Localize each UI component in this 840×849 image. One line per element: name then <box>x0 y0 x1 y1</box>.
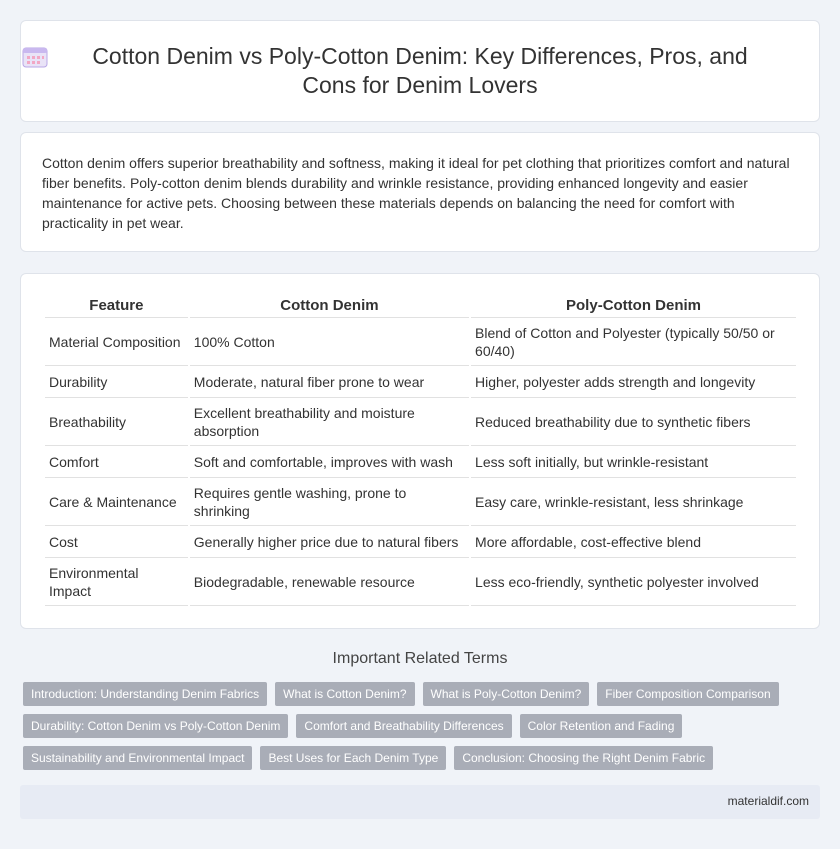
tag-link[interactable]: What is Cotton Denim? <box>275 682 414 706</box>
table-row <box>45 558 796 606</box>
tag-link[interactable]: Best Uses for Each Denim Type <box>260 746 446 770</box>
table-cell: Breathability <box>45 398 188 446</box>
comparison-table <box>43 294 798 606</box>
table-cell: 100% Cotton <box>190 318 469 366</box>
tag-link[interactable]: Comfort and Breathability Differences <box>296 714 511 738</box>
column-header-poly-cotton: Poly-Cotton Denim <box>471 294 796 318</box>
tag-link[interactable]: Sustainability and Environmental Impact <box>23 746 252 770</box>
tag-row <box>23 682 823 706</box>
table-cell: Excellent breathability and moisture absorption <box>190 398 469 446</box>
tag-link[interactable]: Durability: Cotton Denim vs Poly-Cotton Denim <box>23 714 288 738</box>
calendar-icon <box>22 46 48 68</box>
table-cell: Generally higher price due to natural fibers <box>190 526 469 558</box>
related-terms-title: Important Related Terms <box>332 650 508 667</box>
table-cell: Soft and comfortable, improves with wash <box>190 446 469 478</box>
table-cell: Environmental Impact <box>45 558 188 606</box>
table-cell: Material Composition <box>45 318 188 366</box>
tag-link[interactable]: Fiber Composition Comparison <box>597 682 778 706</box>
intro-text: Cotton denim offers superior breathability and softness, making it ideal for pet clothing that prioritizes comfort and natural fiber benefits. Poly-cotton denim blends durability and wrinkle resistance, providing enhanced longevity and easier maintenance for active pets. Choosing between these materials depends on balancing the need for comfort with practicality in pet wear. <box>42 155 790 231</box>
intro-card <box>20 132 820 252</box>
table-cell: Cost <box>45 526 188 558</box>
footer <box>20 785 820 819</box>
page-title-wrap <box>70 42 770 100</box>
table-cell: More affordable, cost-effective blend <box>471 526 796 558</box>
tag-link[interactable]: Introduction: Understanding Denim Fabrics <box>23 682 267 706</box>
tag-row <box>23 746 823 770</box>
table-cell: Less eco-friendly, synthetic polyester involved <box>471 558 796 606</box>
page-title: Cotton Denim vs Poly-Cotton Denim: Key Differences, Pros, and Cons for Denim Lovers <box>92 43 748 98</box>
table-cell: Easy care, wrinkle-resistant, less shrinkage <box>471 478 796 526</box>
comparison-table-card <box>20 273 820 629</box>
footer-site-name[interactable]: materialdif.com <box>727 794 809 808</box>
tag-link[interactable]: Color Retention and Fading <box>520 714 683 738</box>
table-cell: Moderate, natural fiber prone to wear <box>190 366 469 398</box>
table-cell: Blend of Cotton and Polyester (typically 50/50 or 60/40) <box>471 318 796 366</box>
table-cell: Comfort <box>45 446 188 478</box>
table-cell: Biodegradable, renewable resource <box>190 558 469 606</box>
tag-link[interactable]: Conclusion: Choosing the Right Denim Fabric <box>454 746 713 770</box>
table-header-row <box>45 294 796 318</box>
table-cell: Less soft initially, but wrinkle-resistant <box>471 446 796 478</box>
table-cell: Higher, polyester adds strength and longevity <box>471 366 796 398</box>
tag-row <box>23 714 823 738</box>
table-row <box>45 398 796 446</box>
title-card <box>20 20 820 122</box>
table-row <box>45 366 796 398</box>
table-row <box>45 526 796 558</box>
column-header-feature: Feature <box>45 294 188 318</box>
table-cell: Reduced breathability due to synthetic fibers <box>471 398 796 446</box>
table-cell: Requires gentle washing, prone to shrinking <box>190 478 469 526</box>
tag-link[interactable]: What is Poly-Cotton Denim? <box>423 682 590 706</box>
table-cell: Durability <box>45 366 188 398</box>
column-header-cotton: Cotton Denim <box>190 294 469 318</box>
table-cell: Care & Maintenance <box>45 478 188 526</box>
related-terms-list <box>23 682 823 778</box>
table-row <box>45 478 796 526</box>
table-row <box>45 318 796 366</box>
table-row <box>45 446 796 478</box>
